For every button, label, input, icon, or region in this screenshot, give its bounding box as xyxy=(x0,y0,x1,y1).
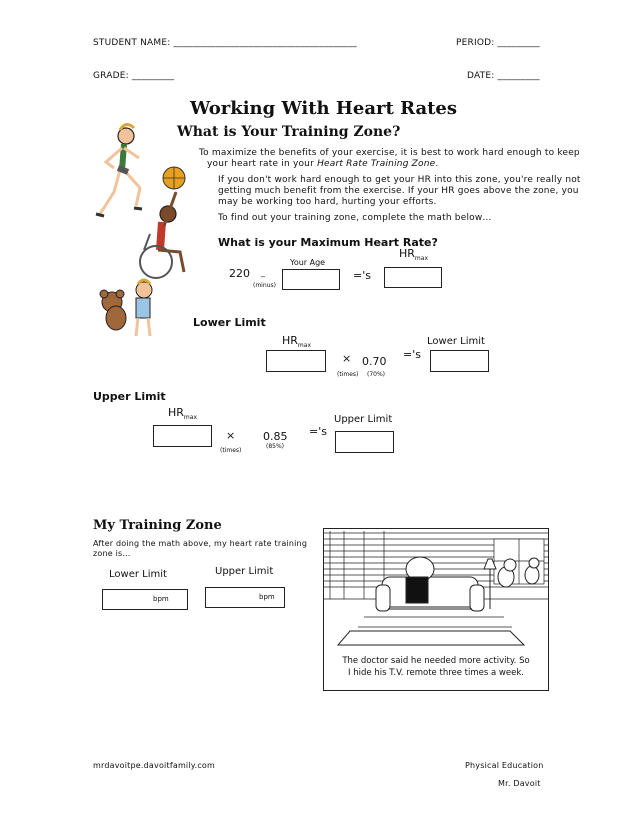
training-zone-heading: My Training Zone xyxy=(93,518,222,533)
lower-limit-result-box[interactable] xyxy=(430,350,489,372)
child-with-teddy-figure xyxy=(100,280,152,336)
lower-factor: 0.70 xyxy=(362,355,387,368)
lower-times-symbol: × xyxy=(342,352,352,365)
equals-max: ='s xyxy=(353,269,371,282)
date-field: DATE: _________ xyxy=(467,71,540,81)
lower-result-label: Lower Limit xyxy=(427,336,485,347)
intro-text-2c: may be working too hard, hurting your efforts. xyxy=(218,197,437,207)
upper-factor-percent: (85%) xyxy=(266,443,285,450)
zone-upper-label: Upper Limit xyxy=(215,566,274,577)
upper-result-label: Upper Limit xyxy=(334,414,393,425)
footer-website: mrdavoitpe.davoitfamily.com xyxy=(93,761,216,770)
cartoon-caption-line-1: The doctor said he needed more activity. So xyxy=(342,656,530,666)
upper-hr-max-label: $HR_{max}$ xyxy=(168,406,197,421)
max-hr-result-box[interactable] xyxy=(384,267,442,288)
upper-factor: 0.85 xyxy=(263,430,288,443)
lower-hr-max-box[interactable] xyxy=(266,350,326,372)
zone-upper-box[interactable] xyxy=(205,587,285,608)
intro-text-2b: getting much benefit from the exercise. If your HR goes above the zone, you xyxy=(218,186,579,196)
footer-teacher: Mr. Davoit xyxy=(498,779,541,788)
upper-hr-max-box[interactable] xyxy=(153,425,212,447)
upper-limit-heading: Upper Limit xyxy=(93,390,166,403)
period-field: PERIOD: _________ xyxy=(456,38,540,48)
upper-times-label: (times) xyxy=(220,447,242,454)
cartoon-caption-line-2: I hide his T.V. remote three times a week. xyxy=(348,668,524,678)
grade-field: GRADE: _________ xyxy=(93,71,175,81)
training-zone-text-1: After doing the math above, my heart rate training xyxy=(93,539,308,548)
upper-times-symbol: × xyxy=(226,429,236,442)
your-age-label: Your Age xyxy=(290,258,326,267)
cartoon-panel xyxy=(323,528,549,691)
max-hr-heading: What is your Maximum Heart Rate? xyxy=(218,236,438,249)
intro-text-1b: your heart rate in your Heart Rate Training Zone. xyxy=(207,159,439,169)
student-name-field: STUDENT NAME: _______________________________________ xyxy=(93,38,357,48)
lower-factor-percent: (70%) xyxy=(367,371,386,378)
intro-text-3: To find out your training zone, complete the math below… xyxy=(218,213,492,223)
upper-equals: ='s xyxy=(309,425,327,438)
lower-times-label: (times) xyxy=(337,371,359,378)
age-input-box[interactable] xyxy=(282,269,340,290)
cartoon-caption xyxy=(324,655,548,679)
training-zone-text-2: zone is… xyxy=(93,549,131,558)
max-hr-label: $HR_{max}$ xyxy=(399,247,428,262)
minus-label: (minus) xyxy=(253,282,276,289)
zone-lower-unit: bpm xyxy=(153,595,169,603)
basketball-icon xyxy=(163,167,185,189)
page-title: Working With Heart Rates xyxy=(190,98,458,119)
number-220: 220 xyxy=(229,267,250,280)
athletes-illustration xyxy=(84,122,199,342)
lower-equals: ='s xyxy=(403,348,421,361)
rug-icon xyxy=(338,631,524,645)
footer-course: Physical Education xyxy=(465,761,544,770)
wheelchair-athlete-figure xyxy=(140,192,184,278)
minus-symbol: _ xyxy=(261,268,265,277)
runner-figure xyxy=(96,124,142,216)
zone-lower-label: Lower Limit xyxy=(109,569,167,580)
lower-hr-max-label: $HR_{max}$ xyxy=(282,334,311,349)
upper-limit-result-box[interactable] xyxy=(335,431,394,453)
zone-upper-unit: bpm xyxy=(259,593,275,601)
cartoon-drawing xyxy=(324,529,548,649)
intro-text-2a: If you don't work hard enough to get your HR into this zone, you're really not xyxy=(218,175,581,185)
zone-lower-box[interactable] xyxy=(102,589,188,610)
page-subtitle: What is Your Training Zone? xyxy=(177,124,401,140)
lower-limit-heading: Lower Limit xyxy=(193,316,266,329)
intro-text-1a: To maximize the benefits of your exercise, it is best to work hard enough to keep xyxy=(199,148,580,158)
couch-icon xyxy=(376,577,484,611)
